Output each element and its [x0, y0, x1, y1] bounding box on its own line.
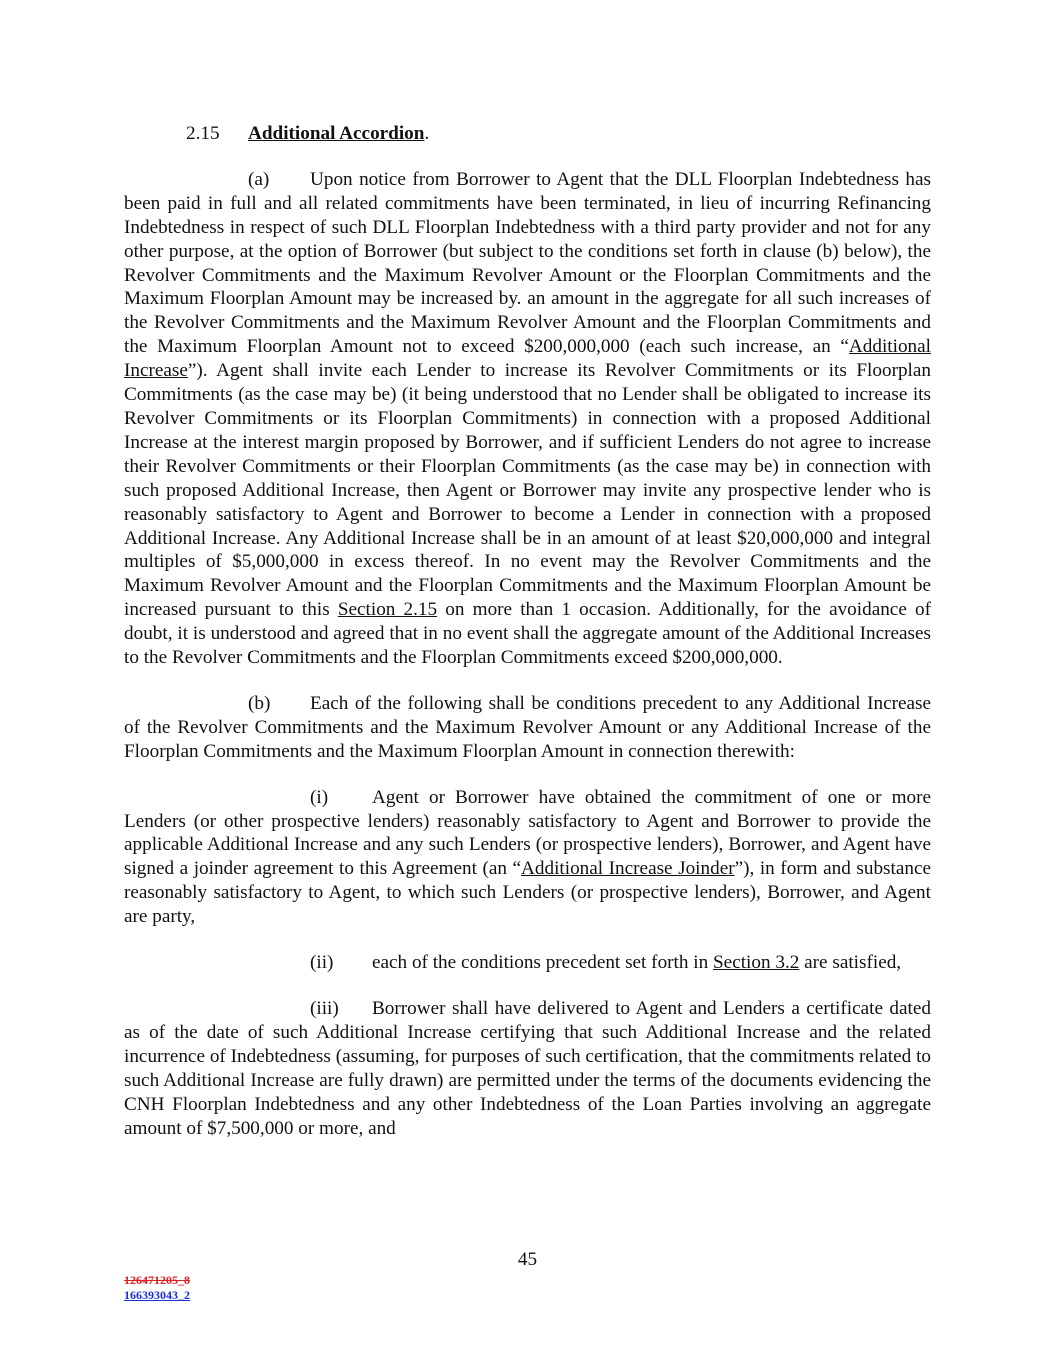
section-title: Additional Accordion: [248, 123, 425, 144]
paragraph-ii-label: (ii): [310, 952, 334, 974]
paragraph-a-text-1: Upon notice from Borrower to Agent that the DLL Floorplan Indebtedness has been paid in full and all related commitments have been terminated, in lieu of incurring Refinancing Indebtedness in respect of such DLL Floorplan Indebtedness with a third party provider and not for any other purpose, at the option of Borrower (but subject to the conditions set forth in clause (b) below), the Revolver Commitments and the Maximum Revolver Amount or the Floorplan Commitments and the Maximum Floorplan Amount may be increased by. an amount in the aggregate for all such increases of the Revolver Commitments and the Maximum Revolver Amount and the Floorplan Commitments and the Maximum Floorplan Amount not to exceed $200,000,000 (each such increase, an “: [124, 168, 931, 358]
paragraph-i: [124, 786, 931, 929]
indent: [124, 169, 248, 190]
paragraph-a-text-3: on more than 1 occasion. Additionally, for the avoidance of doubt, it is understood and agreed that in no event shall the aggregate amount of the Additional Increases to the Revolver Commitments and the Floorplan Commitments exceed $200,000,000.: [124, 599, 931, 669]
paragraph-a-text-2: ”). Agent shall invite each Lender to increase its Revolver Commitments or its Floorplan Commitments (as the case may be) (it being understood that no Lender shall be obligated to increase its Revolver Commitments or its Floorplan Commitments) in connection with a proposed Additional Increase at the interest margin proposed by Borrower, and if sufficient Lenders do not agree to increase their Revolver Commitments or their Floorplan Commitments (as the case may be) in connection with such proposed Additional Increase, then Agent or Borrower may invite any prospective lender who is reasonably satisfactory to Agent and Borrower to become a Lender in connection with a proposed Additional Increase. Any Additional Increase shall be in an amount of at least $20,000,000 and integral multiples of $5,000,000 in excess thereof. In no event may the Revolver Commitments and the Maximum Revolver Amount and the Floorplan Commitments and the Maximum Floorplan Amount be increased pursuant to this: [124, 360, 931, 621]
paragraph-ii-text-1: each of the conditions precedent set forth in: [372, 952, 713, 974]
section-title-period: .: [424, 123, 430, 144]
paragraph-iii: [124, 997, 931, 1140]
paragraph-ii-text-2: are satisfied,: [799, 952, 902, 974]
section-heading: [124, 122, 931, 146]
document-ids: [124, 1273, 190, 1303]
paragraph-b-text: Each of the following shall be conditions precedent to any Additional Increase of the Revolver Commitments and the Maximum Revolver Amount or any Additional Increase of the Floorplan Commitments and the Maximum Floorplan Amount in connection therewith:: [124, 692, 931, 762]
paragraph-i-text-2: ”), in form and substance reasonably satisfactory to Agent, to which such Lenders (or prospective lenders), Borrower, and Agent are party,: [124, 858, 931, 928]
paragraph-iii-label: (iii): [310, 998, 339, 1019]
paragraph-a: [124, 168, 931, 670]
section-reference-2-15: Section 2.15: [337, 599, 438, 621]
paragraph-i-text-1: Agent or Borrower have obtained the commitment of one or more Lenders (or other prospective lenders) reasonably satisfactory to Agent and Borrower to provide the applicable Additional Increase and any such Lenders (or prospective lenders), Borrower, and Agent have signed a joinder agreement to this Agreement (an “: [124, 786, 931, 880]
paragraph-a-label: (a): [248, 168, 270, 190]
indent: [124, 693, 248, 714]
defined-term-additional-increase-joinder: Additional Increase Joinder: [521, 858, 735, 880]
old-document-id: 126471205_8: [124, 1273, 190, 1287]
paragraph-ii: [124, 951, 931, 975]
paragraph-iii-text: Borrower shall have delivered to Agent and Lenders a certificate dated as of the date of such Additional Increase certifying that such Additional Increase and the related incurrence of Indebtedness (assuming, for purposes of such certification, that the commitments related to such Additional Increase are fully drawn) are permitted under the terms of the documents evidencing the CNH Floorplan Indebtedness and any other Indebtedness of the Loan Parties involving an aggregate amount of $7,500,000 or more, and: [124, 998, 931, 1139]
new-document-id: 166393043_2: [124, 1288, 190, 1302]
section-reference-3-2: Section 3.2: [713, 952, 800, 974]
page-number: 45: [517, 1249, 538, 1270]
paragraph-b: [124, 692, 931, 764]
document-page: [124, 122, 931, 1162]
indent: [124, 787, 310, 808]
paragraph-b-label: (b): [248, 692, 271, 714]
paragraph-i-label: (i): [310, 786, 329, 808]
section-number: 2.15: [186, 123, 220, 144]
defined-term-additional-increase: Additional Increase: [124, 336, 931, 382]
indent: [124, 998, 310, 1019]
